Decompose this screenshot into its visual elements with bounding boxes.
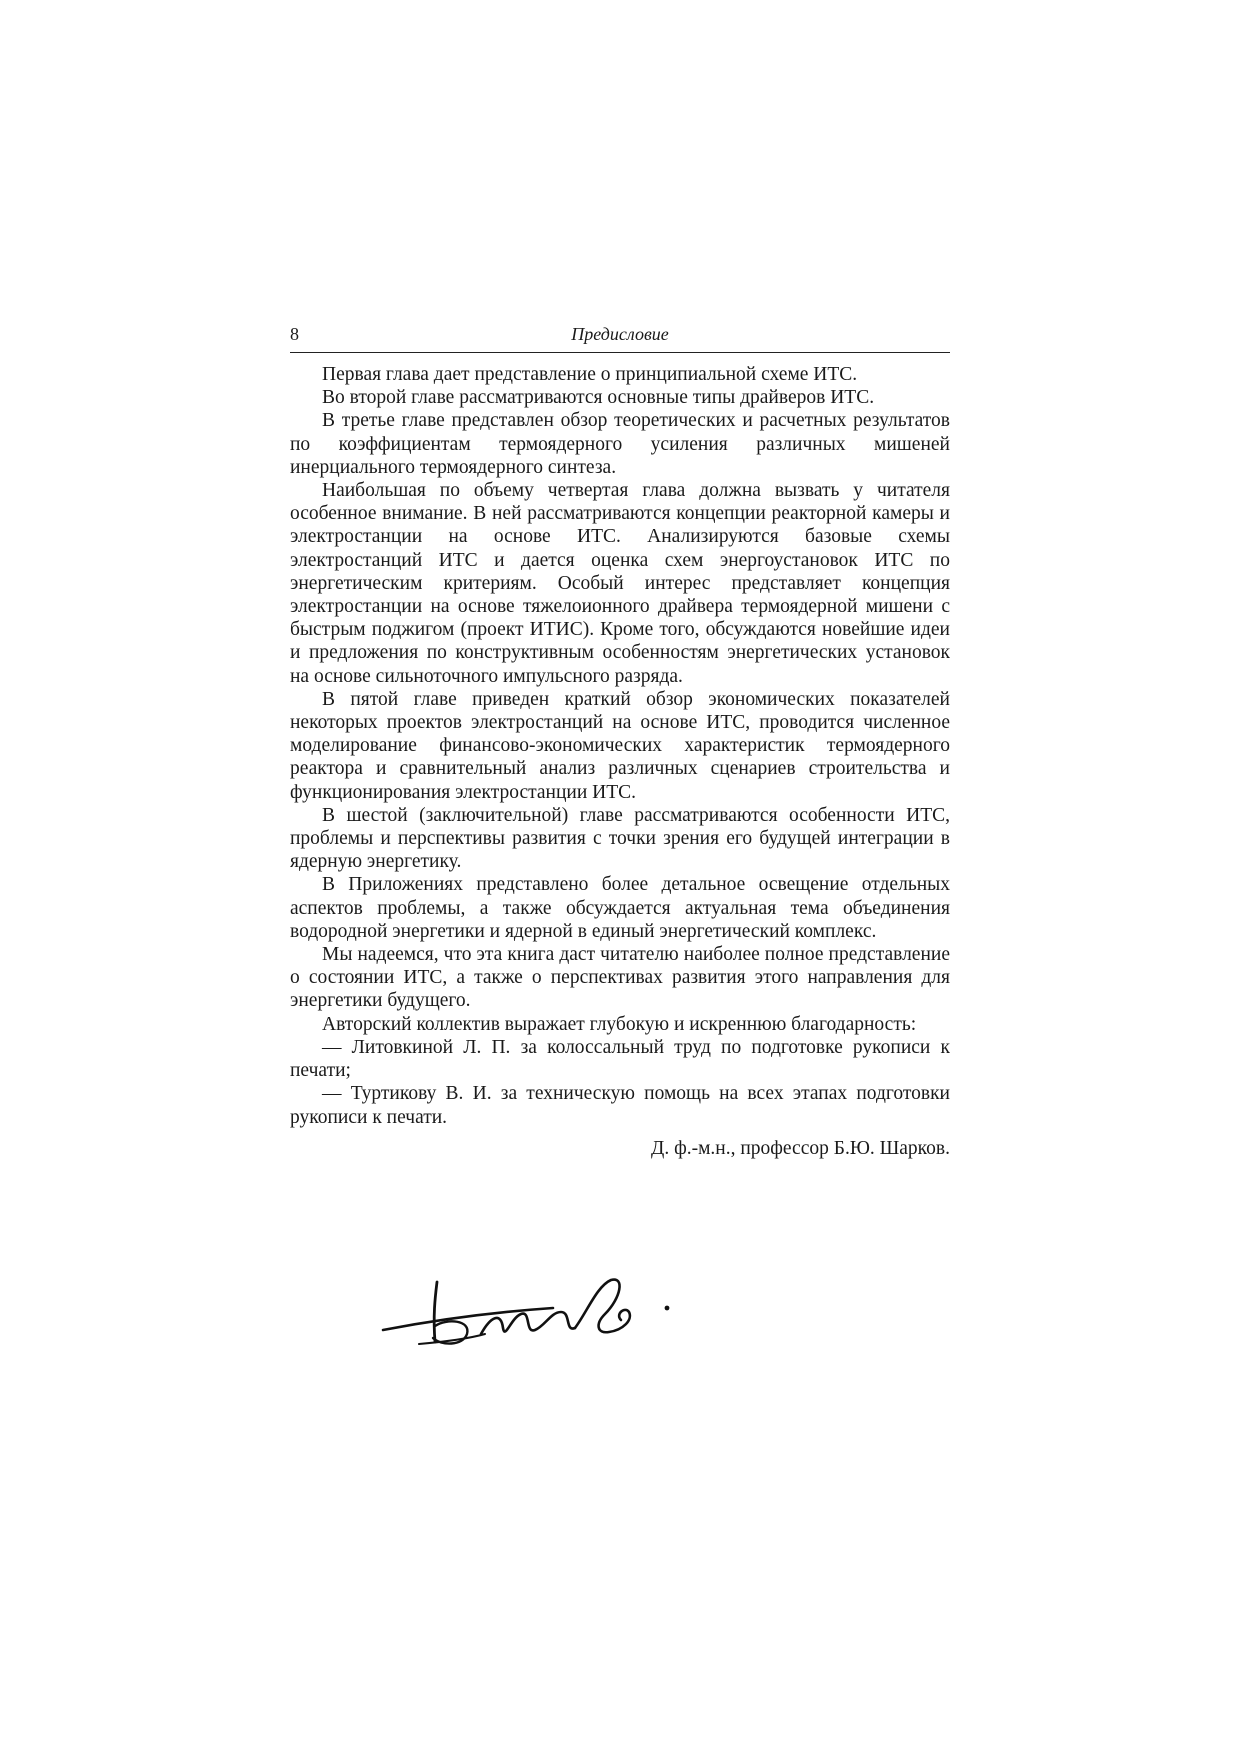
body-text <box>290 363 950 1129</box>
book-page <box>290 322 950 1160</box>
paragraph-chapter-3: В третье главе представлен обзор теоретических и расчетных результатов по коэффициентам термоядерного усиления различных мишеней инерциального термоядерного синтеза. <box>290 410 950 478</box>
paragraph-chapter-6: В шестой (заключительной) главе рассматриваются особенности ИТС, проблемы и перспективы развития с точки зрения его будущей интеграции в ядерную энергетику. <box>290 804 950 873</box>
author-signature-line: Д. ф.-м.н., профессор Б.Ю. Шарков. <box>651 1137 950 1159</box>
paragraph-chapter-1: Первая глава дает представление о принципиальной схеме ИТС. <box>322 364 858 385</box>
paragraph-appendices: В Приложениях представлено более детальное освещение отдельных аспектов проблемы, а также обсуждается актуальная тема объединения водородной энергетики и ядерной в единый энергетический комплекс. <box>290 874 950 942</box>
paragraph-gratitude: Авторский коллектив выражает глубокую и искреннюю благодарность: <box>322 1013 917 1035</box>
paragraph-thanks-2: — Туртикову В. И. за техническую помощь на всех этапах подготовки рукописи к печати. <box>290 1083 950 1128</box>
paragraph-chapter-5: В пятой главе приведен краткий обзор экономических показателей некоторых проектов электростанций на основе ИТС, проводится численное моделирование финансово-экономических характеристик термоядерного реактора и сравнительный анализ различных сценариев строительства и функционирования электростанции ИТС. <box>290 688 950 803</box>
running-title: Предисловие <box>571 324 669 344</box>
paragraph-chapter-4: Наибольшая по объему четвертая глава должна вызвать у читателя особенное внимание. В ней рассматриваются концепции реакторной камеры и электростанции на основе ИТС. Анализируются базовые схемы электростанций ИТС и дается оценка схем энергоустановок ИТС по энергетическим критериям. Особый интерес представляет концепция электростанции на основе тяжелоионного драйвера термоядерной мишени с быстрым поджигом (проект ИТИС). Кроме того, обсуждаются новейшие идеи и предложения по конструктивным особенностям энергетических установок на основе сильноточного импульсного разряда. <box>290 480 950 687</box>
page-number: 8 <box>290 324 299 344</box>
running-head <box>290 322 950 353</box>
paragraph-thanks-1: — Литовкиной Л. П. за колоссальный труд по подготовке рукописи к печати; <box>290 1036 950 1082</box>
handwritten-signature-icon <box>375 1268 725 1358</box>
paragraph-hope: Мы надеемся, что эта книга даст читателю наиболее полное представление о состоянии ИТС, а также о перспективах развития этого направления для энергетики будущего. <box>290 944 950 1012</box>
paragraph-chapter-2: Во второй главе рассматриваются основные типы драйверов ИТС. <box>322 387 875 409</box>
